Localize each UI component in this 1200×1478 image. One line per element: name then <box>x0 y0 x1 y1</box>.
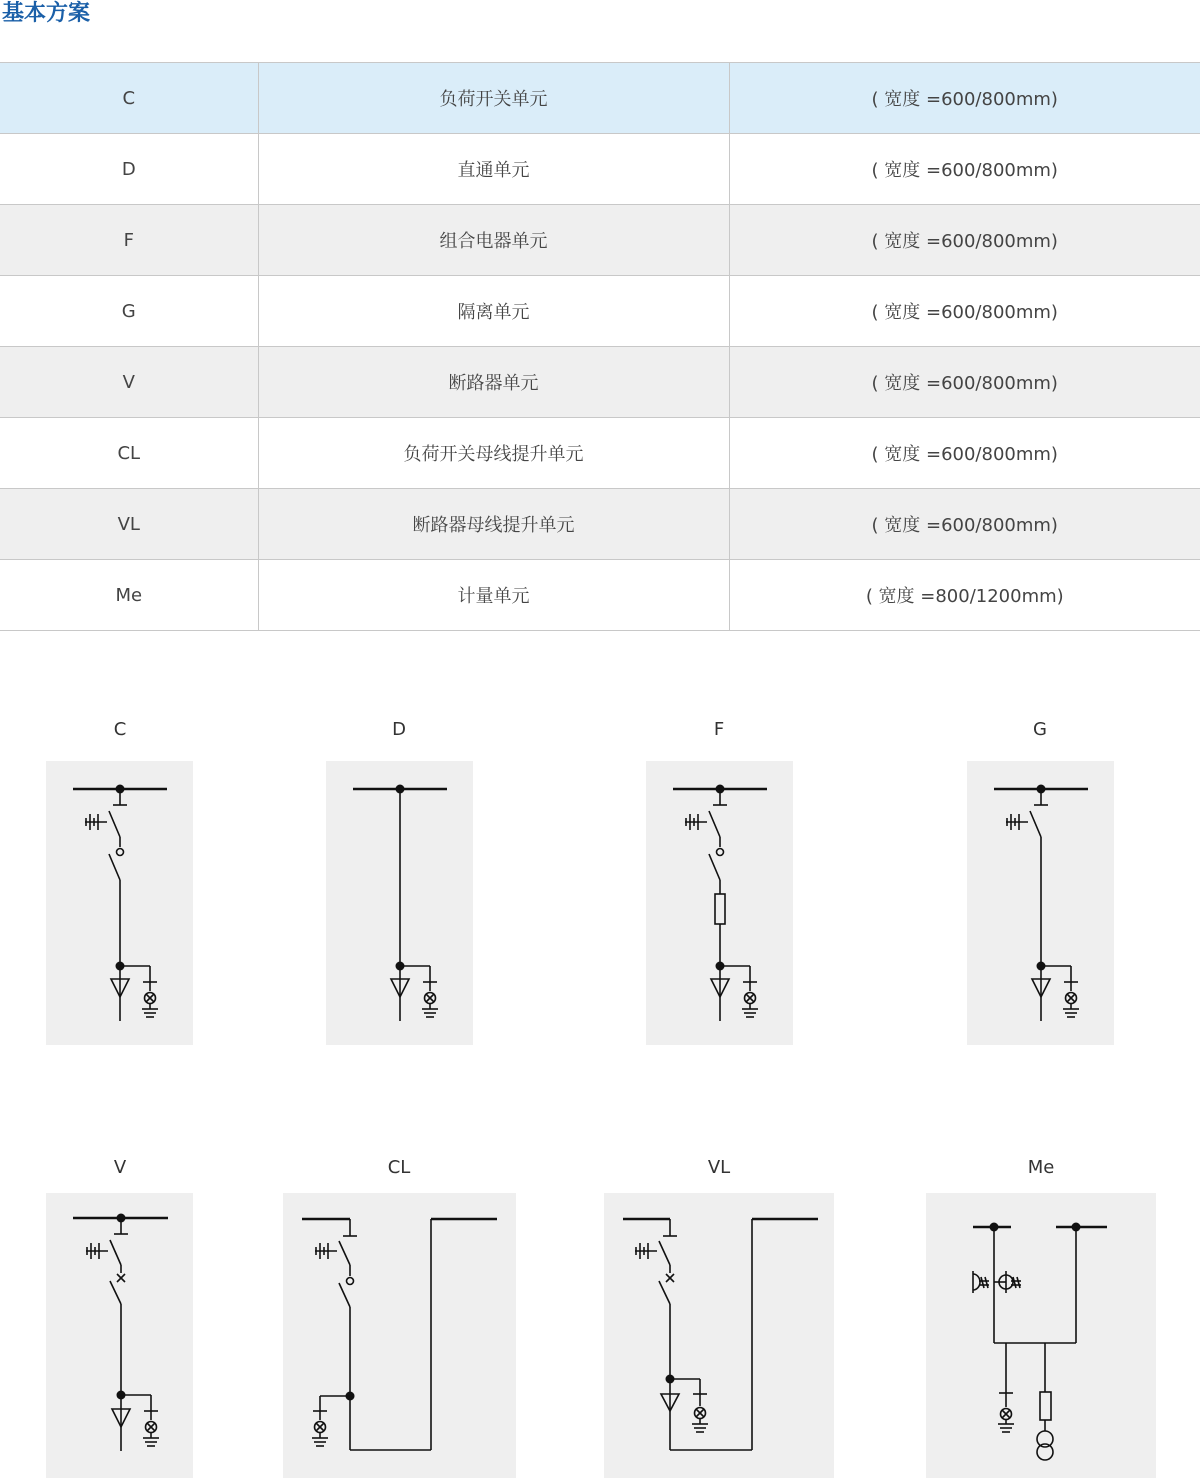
unit-width: ( 宽度 =600/800mm) <box>729 418 1200 489</box>
section-title: 基本方案 <box>2 1 91 26</box>
diagram-vl <box>604 1193 834 1478</box>
diagram-label-g: G <box>1033 719 1047 740</box>
unit-name: 断路器母线提升单元 <box>258 489 729 560</box>
diagram-cl <box>283 1193 516 1478</box>
unit-name: 负荷开关母线提升单元 <box>258 418 729 489</box>
diagram-label-f: F <box>713 719 725 740</box>
diagram-label-vl: VL <box>707 1157 731 1178</box>
unit-width: ( 宽度 =800/1200mm) <box>729 560 1200 631</box>
unit-name: 隔离单元 <box>258 276 729 347</box>
unit-name: 计量单元 <box>258 560 729 631</box>
diagram-label-d: D <box>392 719 406 740</box>
single-line-diagram-c <box>46 761 193 1045</box>
unit-width: ( 宽度 =600/800mm) <box>729 63 1200 134</box>
table-row <box>0 560 1200 631</box>
diagram-c <box>46 761 193 1045</box>
table-row <box>0 205 1200 276</box>
unit-code: D <box>0 134 258 205</box>
single-line-diagram-me <box>926 1193 1156 1478</box>
diagram-label-me: Me <box>1027 1157 1055 1178</box>
single-line-diagram-d <box>326 761 473 1045</box>
units-table <box>0 62 1200 631</box>
unit-code: V <box>0 347 258 418</box>
unit-code: G <box>0 276 258 347</box>
diagram-label-cl: CL <box>387 1157 411 1178</box>
unit-code: CL <box>0 418 258 489</box>
table-row <box>0 347 1200 418</box>
diagram-d <box>326 761 473 1045</box>
diagram-me <box>926 1193 1156 1478</box>
table-row <box>0 63 1200 134</box>
table-row <box>0 418 1200 489</box>
unit-width: ( 宽度 =600/800mm) <box>729 276 1200 347</box>
table-row <box>0 134 1200 205</box>
single-line-diagram-cl <box>283 1193 516 1478</box>
unit-width: ( 宽度 =600/800mm) <box>729 205 1200 276</box>
unit-name: 负荷开关单元 <box>258 63 729 134</box>
unit-width: ( 宽度 =600/800mm) <box>729 489 1200 560</box>
unit-code: Me <box>0 560 258 631</box>
diagram-f <box>646 761 793 1045</box>
single-line-diagram-g <box>967 761 1114 1045</box>
unit-name: 组合电器单元 <box>258 205 729 276</box>
unit-code: F <box>0 205 258 276</box>
unit-width: ( 宽度 =600/800mm) <box>729 134 1200 205</box>
table-row <box>0 276 1200 347</box>
table-row <box>0 489 1200 560</box>
single-line-diagram-v <box>46 1193 193 1478</box>
unit-width: ( 宽度 =600/800mm) <box>729 347 1200 418</box>
diagram-g <box>967 761 1114 1045</box>
unit-name: 断路器单元 <box>258 347 729 418</box>
single-line-diagram-f <box>646 761 793 1045</box>
single-line-diagram-vl <box>604 1193 834 1478</box>
unit-code: C <box>0 63 258 134</box>
diagram-label-v: V <box>113 1157 127 1178</box>
unit-name: 直通单元 <box>258 134 729 205</box>
diagram-label-c: C <box>113 719 127 740</box>
unit-code: VL <box>0 489 258 560</box>
diagram-v <box>46 1193 193 1478</box>
